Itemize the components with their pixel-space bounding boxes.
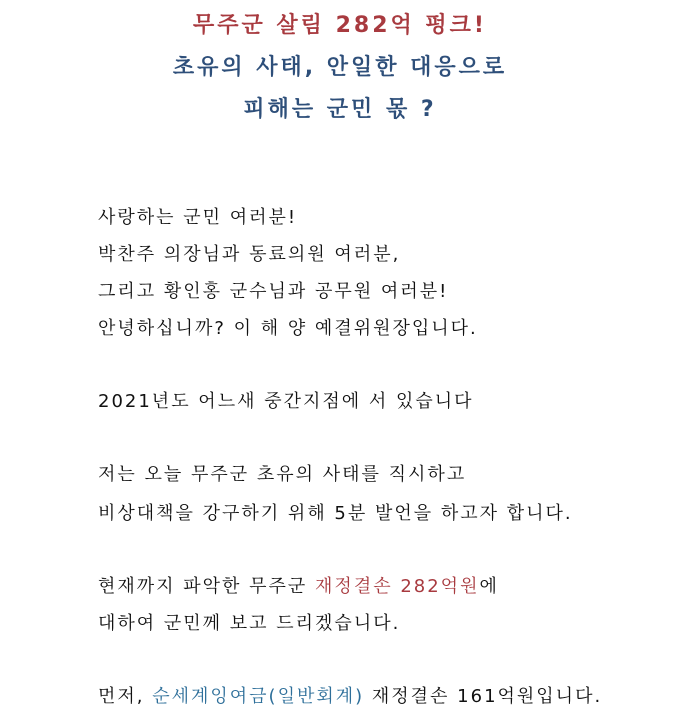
headline: 무주군 살림 282억 펑크! (193, 13, 487, 38)
paragraph-5-text-c: 재정결손 161억원입니다. (364, 686, 603, 707)
paragraph-4-text-a: 현재까지 파악한 무주군 (98, 576, 316, 597)
greeting-line-2: 박찬주 의장님과 동료의원 여러분, (98, 244, 401, 265)
greeting-line-1: 사랑하는 군민 여러분! (98, 207, 298, 228)
greeting-line-3: 그리고 황인홍 군수님과 공무원 여러분! (98, 281, 449, 302)
paragraph-3-line-1: 저는 오늘 무주군 초유의 사태를 직시하고 (98, 464, 467, 485)
paragraph-4-line-2: 대하여 군민께 보고 드리겠습니다. (98, 613, 401, 634)
subheadline-line-1: 초유의 사태, 안일한 대응으로 (172, 55, 508, 80)
subheadline-line-2: 피해는 군민 몫 ? (243, 97, 437, 122)
paragraph-5-text-a: 먼저, (98, 686, 153, 707)
greeting-line-4: 안녕하십니까? 이 해 양 예결위원장입니다. (98, 318, 478, 339)
deficit-highlight: 재정결손 282억원 (315, 576, 480, 597)
paragraph-4-line-1 (98, 572, 499, 598)
paragraph-3-line-2: 비상대책을 강구하기 위해 5분 발언을 하고자 합니다. (98, 503, 573, 524)
paragraph-2: 2021년도 어느새 중간지점에 서 있습니다 (98, 391, 474, 412)
paragraph-5 (98, 682, 602, 708)
paragraph-4-text-c: 에 (479, 576, 499, 597)
surplus-highlight: 순세계잉여금(일반회계) (152, 686, 365, 707)
